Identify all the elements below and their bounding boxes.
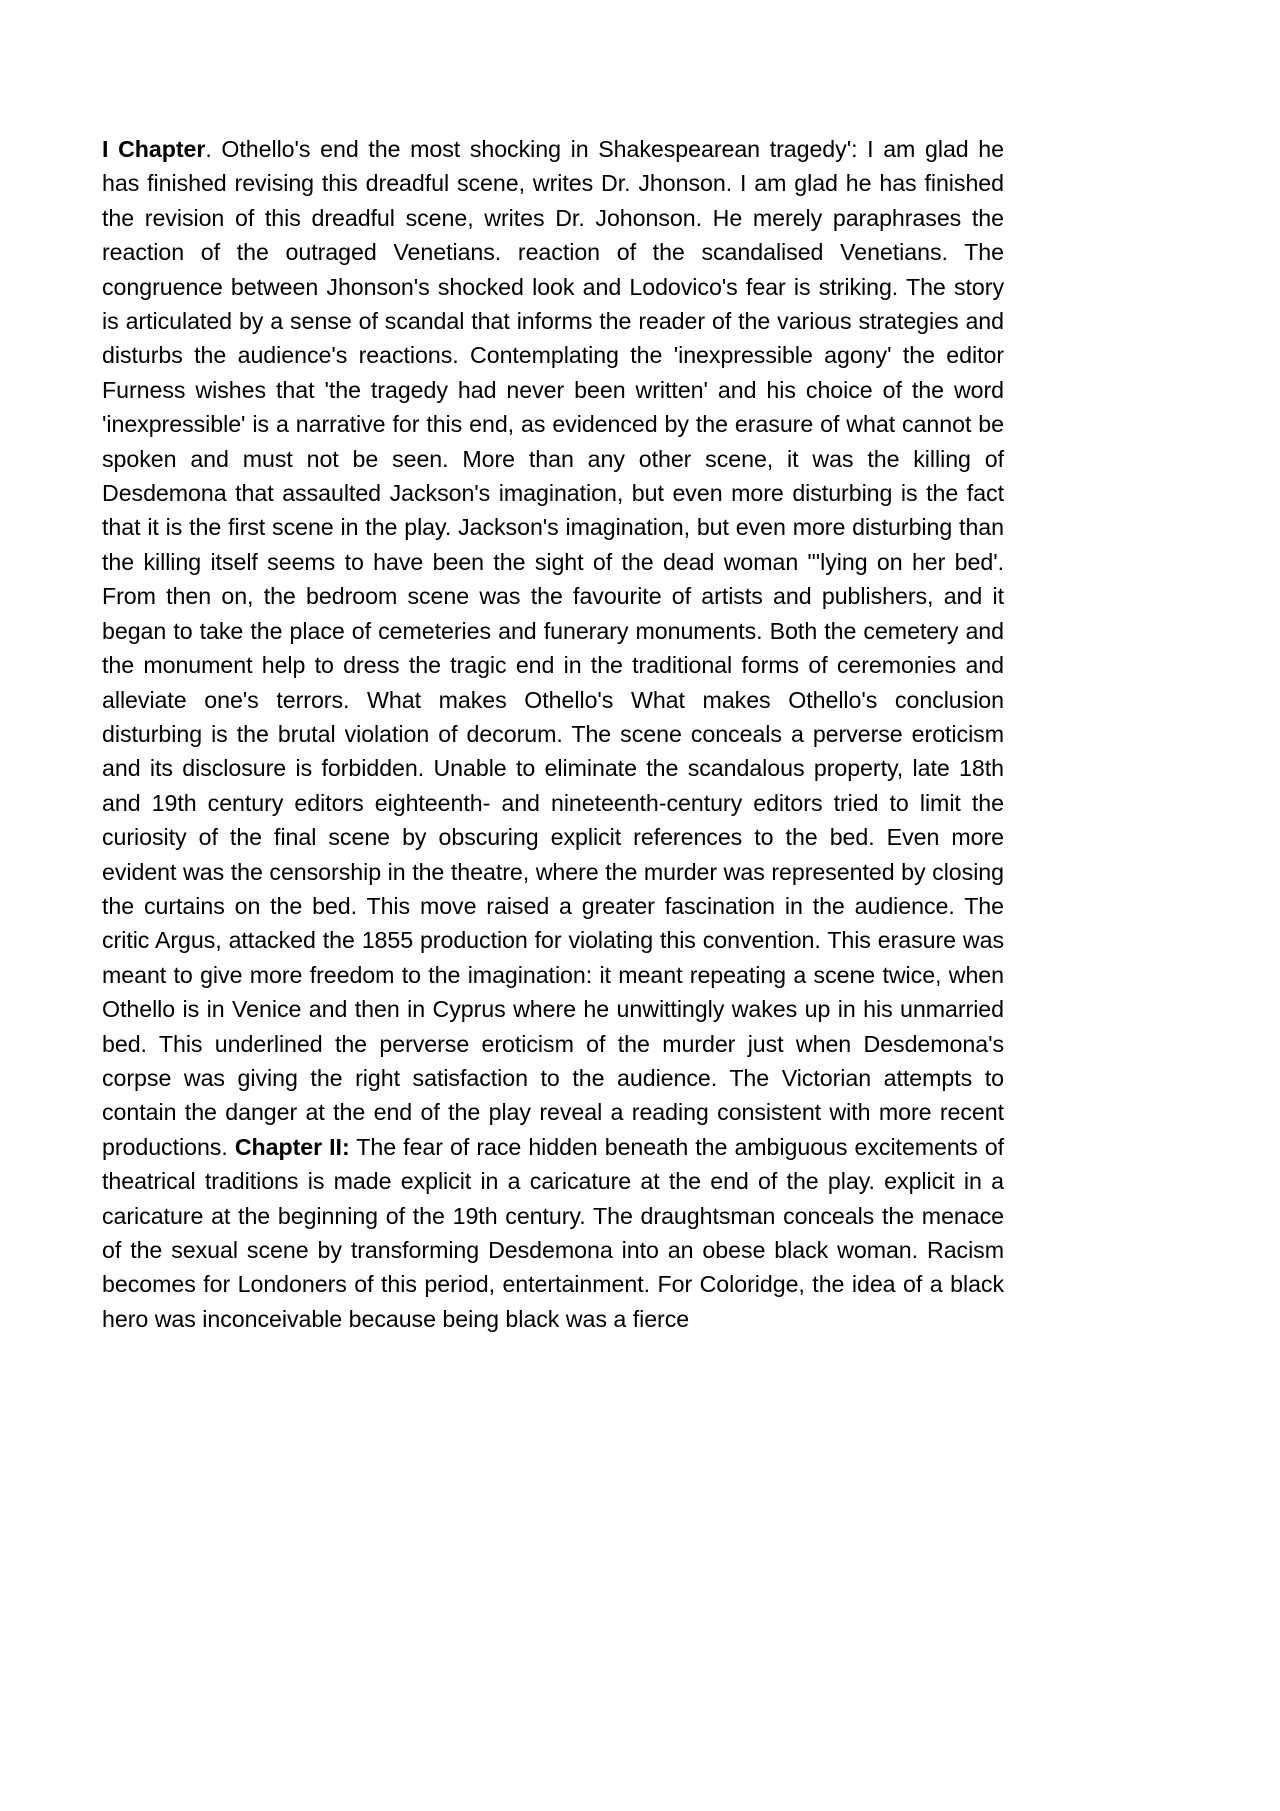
body-paragraph <box>102 132 1004 1336</box>
chapter-two-heading-run: Chapter II: <box>234 1133 350 1160</box>
chapter-one-heading-run: I Chapter <box>102 136 206 162</box>
body-segment-two: The fear of race hidden beneath the ambiguous excitements of theatrical traditions is made explicit in a caricature at the end of the play. explicit in a caricature at the beginning of the 19th century. The draughtsman conceals the menace of the sexual scene by transforming Desdemona into an obese black woman. Racism becomes for Londoners of this period, entertainment. For Coloridge, the idea of a black hero was inconceivable because being black was a fierce <box>102 1133 1005 1332</box>
document-text-column <box>102 132 1004 1336</box>
body-segment-one: . Othello's end the most shocking in Shakespearean tragedy': I am glad he has finished revising this dreadful scene, writes Dr. Jhonson. I am glad he has finished the revision of this dreadful scene, writes Dr. Johonson. He merely paraphrases the reaction of the outraged Venetians. reaction of the scandalised Venetians. The congruence between Jhonson's shocked look and Lodovico's fear is striking. The story is articulated by a sense of scandal that informs the reader of the various strategies and disturbs the audience's reactions. Contemplating the 'inexpressible agony' the editor Furness wishes that 'the tragedy had never been written' and his choice of the word 'inexpressible' is a narrative for this end, as evidenced by the erasure of what cannot be spoken and must not be seen. More than any other scene, it was the killing of Desdemona that assaulted Jackson's imagination, but even more disturbing is the fact that it is the first scene in the play. Jackson's imagination, but even more disturbing than the killing itself seems to have been the sight of the dead woman "'lying on her bed'. From then on, the bedroom scene was the favourite of artists and publishers, and it began to take the place of cemeteries and funerary monuments. Both the cemetery and the monument help to dress the tragic end in the traditional forms of ceremonies and alleviate one's terrors. What makes Othello's What makes Othello's conclusion disturbing is the brutal violation of decorum. The scene conceals a perverse eroticism and its disclosure is forbidden. Unable to eliminate the scandalous property, late 18th and 19th century editors eighteenth- and nineteenth-century editors tried to limit the curiosity of the final scene by obscuring explicit references to the bed. Even more evident was the censorship in the theatre, where the murder was represented by closing the curtains on the bed. This move raised a greater fascination in the audience. The critic Argus, attacked the 1855 production for violating this convention. This erasure was meant to give more freedom to the imagination: it meant repeating a scene twice, when Othello is in Venice and then in Cyprus where he unwittingly wakes up in his unmarried bed. This underlined the perverse eroticism of the murder just when Desdemona's corpse was giving the right satisfaction to the audience. The Victorian attempts to contain the danger at the end of the play reveal a reading consistent with more recent productions. <box>102 136 1005 1160</box>
